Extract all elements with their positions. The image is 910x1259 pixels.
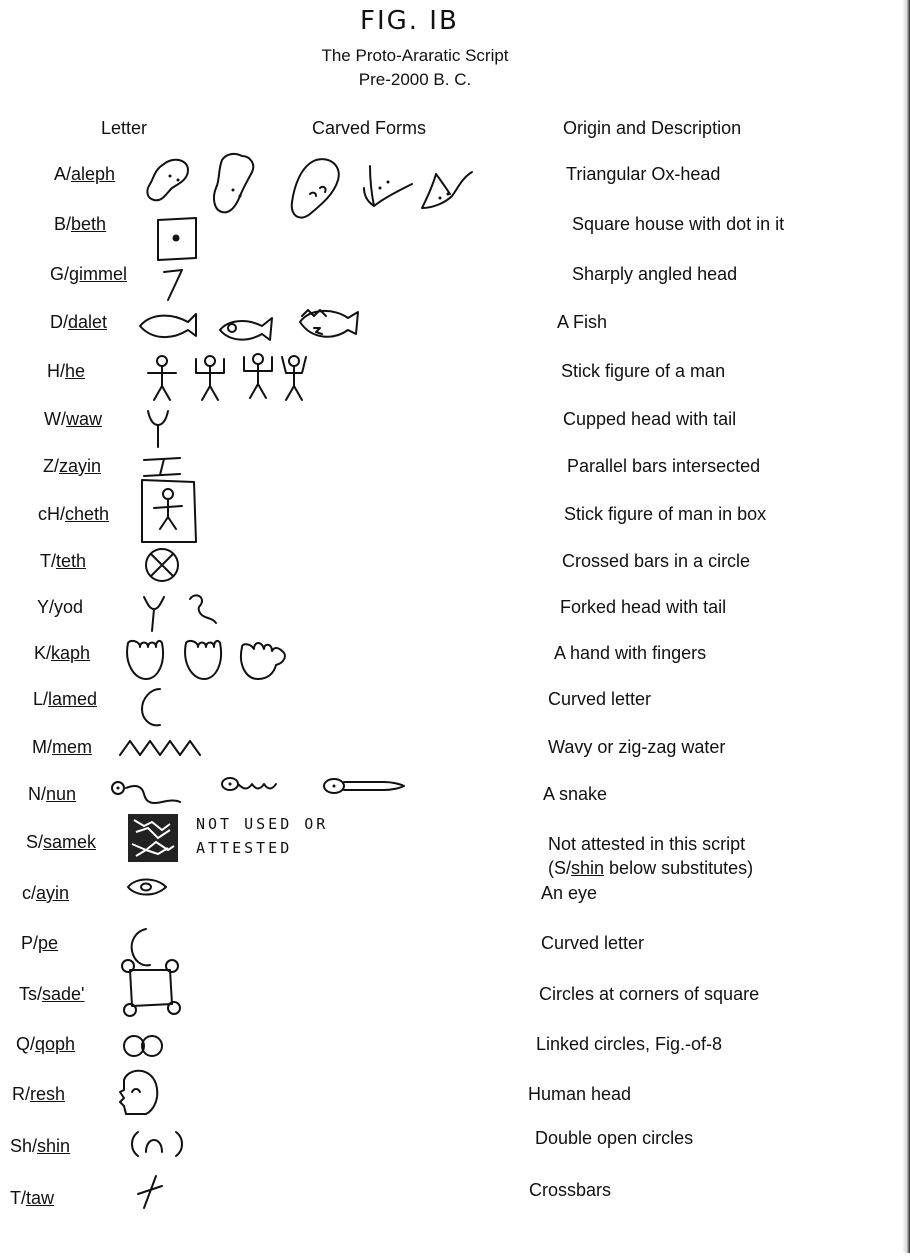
description: Curved letter — [541, 933, 645, 953]
description: Double open circles — [535, 1128, 694, 1148]
letter-label: H/he — [47, 361, 86, 381]
table-row — [0, 312, 910, 352]
figure-label: FIG. IB — [360, 6, 459, 36]
letter-label: c/ayin — [22, 883, 70, 903]
description: Crossbars — [529, 1180, 612, 1200]
handwritten-note: NOT USED OR ATTESTED — [196, 815, 329, 857]
description: Sharply angled head — [572, 264, 738, 284]
table-row — [0, 164, 910, 204]
letter-label: B/beth — [54, 214, 107, 234]
letter-label: Q/qoph — [16, 1034, 76, 1054]
column-header-forms: Carved Forms — [312, 118, 427, 138]
document-title: The Proto-Araratic Script — [321, 46, 509, 65]
description: Forked head with tail — [560, 597, 727, 617]
scan-edge — [902, 0, 910, 1253]
description: Human head — [528, 1084, 632, 1104]
description: Crossed bars in a circle — [562, 551, 751, 571]
description: Curved letter — [548, 689, 652, 709]
table-row — [0, 984, 910, 1024]
table-row — [0, 1034, 910, 1074]
table-row — [0, 1180, 910, 1228]
letter-label: R/resh — [12, 1084, 66, 1104]
description: Square house with dot in it — [572, 214, 785, 234]
table-row — [0, 883, 910, 923]
letter-label: W/waw — [44, 409, 103, 429]
letter-label: G/gimmel — [50, 264, 128, 284]
letter-label: Ts/sade' — [19, 984, 85, 1004]
letter-label: Z/zayin — [43, 456, 102, 476]
letter-label: K/kaph — [34, 643, 91, 663]
description: A hand with fingers — [554, 643, 707, 663]
table-row — [0, 1084, 910, 1124]
description: A Fish — [557, 312, 608, 332]
description: Parallel bars intersected — [567, 456, 761, 476]
description: An eye — [541, 883, 598, 903]
letter-label: L/lamed — [33, 689, 98, 709]
description: Cupped head with tail — [563, 409, 737, 429]
description: Linked circles, Fig.-of-8 — [536, 1034, 723, 1054]
table-row — [0, 1128, 910, 1176]
letter-label: A/aleph — [54, 164, 116, 184]
description: Stick figure of man in box — [564, 504, 767, 524]
column-header-origin: Origin and Description — [563, 118, 742, 138]
document-subtitle: Pre-2000 B. C. — [358, 70, 472, 89]
description: A snake — [543, 784, 608, 804]
letter-label: S/samek — [26, 832, 97, 852]
letter-label: T/teth — [40, 551, 87, 571]
letter-label: Sh/shin — [10, 1136, 71, 1156]
letter-label: P/pe — [21, 933, 59, 953]
letter-label: D/dalet — [50, 312, 108, 332]
table-row — [0, 933, 910, 973]
letter-label: cH/cheth — [38, 504, 110, 524]
letter-label: T/taw — [10, 1188, 55, 1208]
table-row — [0, 214, 910, 254]
letter-label: Y/yod — [37, 597, 84, 617]
description: Wavy or zig-zag water — [548, 737, 726, 757]
description: Circles at corners of square — [539, 984, 760, 1004]
column-header-letter: Letter — [101, 118, 148, 138]
cross-icon — [118, 1174, 498, 1238]
description: Triangular Ox-head — [566, 164, 721, 184]
description: Not attested in this script (S/shin below substitutes) — [548, 834, 754, 878]
description: Stick figure of a man — [561, 361, 726, 381]
letter-label: N/nun — [28, 784, 77, 804]
letter-label: M/mem — [32, 737, 92, 757]
